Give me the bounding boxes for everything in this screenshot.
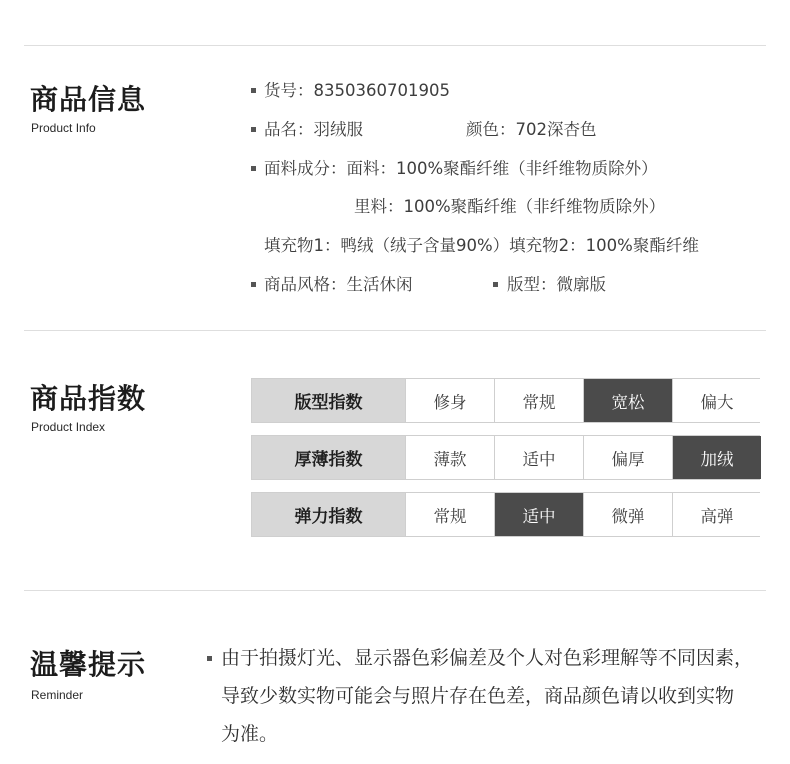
index-option: 微弹 xyxy=(583,493,672,536)
reminder-text-line: 为准。 xyxy=(221,723,279,745)
fabric-lining-line: 里料：100%聚酯纤维（非纤维物质除外） xyxy=(354,197,666,216)
index-option: 适中 xyxy=(494,436,583,479)
product-info-title: 商品信息 xyxy=(30,83,147,116)
divider-index-reminder xyxy=(24,590,766,591)
index-option: 偏大 xyxy=(672,379,761,422)
sku-line: 货号：8350360701905 xyxy=(264,81,450,100)
index-option: 常规 xyxy=(494,379,583,422)
reminder-title: 温馨提示 xyxy=(30,648,147,681)
index-row-label: 版型指数 xyxy=(252,379,405,422)
index-row-thickness xyxy=(251,435,760,480)
color-line: 颜色：702深杏色 xyxy=(466,120,597,139)
product-index-subtitle: Product Index xyxy=(31,420,106,434)
reminder-text-line: 由于拍摄灯光、显示器色彩偏差及个人对色彩理解等不同因素， xyxy=(221,647,754,669)
bullet-icon xyxy=(251,282,256,287)
index-option: 偏厚 xyxy=(583,436,672,479)
index-option: 常规 xyxy=(405,493,494,536)
divider-info-index xyxy=(24,330,766,331)
bullet-icon xyxy=(251,166,256,171)
index-row-label: 厚薄指数 xyxy=(252,436,405,479)
index-option-selected: 加绒 xyxy=(672,436,761,479)
fit-line: 版型：微廓版 xyxy=(507,275,606,294)
style-line: 商品风格：生活休闲 xyxy=(264,275,413,294)
bullet-icon xyxy=(251,88,256,93)
name-line: 品名：羽绒服 xyxy=(264,120,363,139)
product-info-subtitle: Product Info xyxy=(31,121,96,135)
index-row-elasticity xyxy=(251,492,760,537)
bullet-icon xyxy=(493,282,498,287)
bullet-icon xyxy=(207,656,212,661)
bullet-icon xyxy=(251,127,256,132)
index-option-selected: 适中 xyxy=(494,493,583,536)
index-row-label: 弹力指数 xyxy=(252,493,405,536)
reminder-subtitle: Reminder xyxy=(31,688,84,702)
product-index-title: 商品指数 xyxy=(30,382,147,415)
fabric-outer-line: 面料成分：面料：100%聚酯纤维（非纤维物质除外） xyxy=(264,159,658,178)
index-option: 修身 xyxy=(405,379,494,422)
filling-line: 填充物1：鸭绒（绒子含量90%）填充物2：100%聚酯纤维 xyxy=(264,236,699,255)
index-option: 高弹 xyxy=(672,493,761,536)
divider-top xyxy=(24,45,766,46)
index-row-fit xyxy=(251,378,760,423)
index-option: 薄款 xyxy=(405,436,494,479)
reminder-text-line: 导致少数实物可能会与照片存在色差，商品颜色请以收到实物 xyxy=(221,685,735,707)
index-option-selected: 宽松 xyxy=(583,379,672,422)
